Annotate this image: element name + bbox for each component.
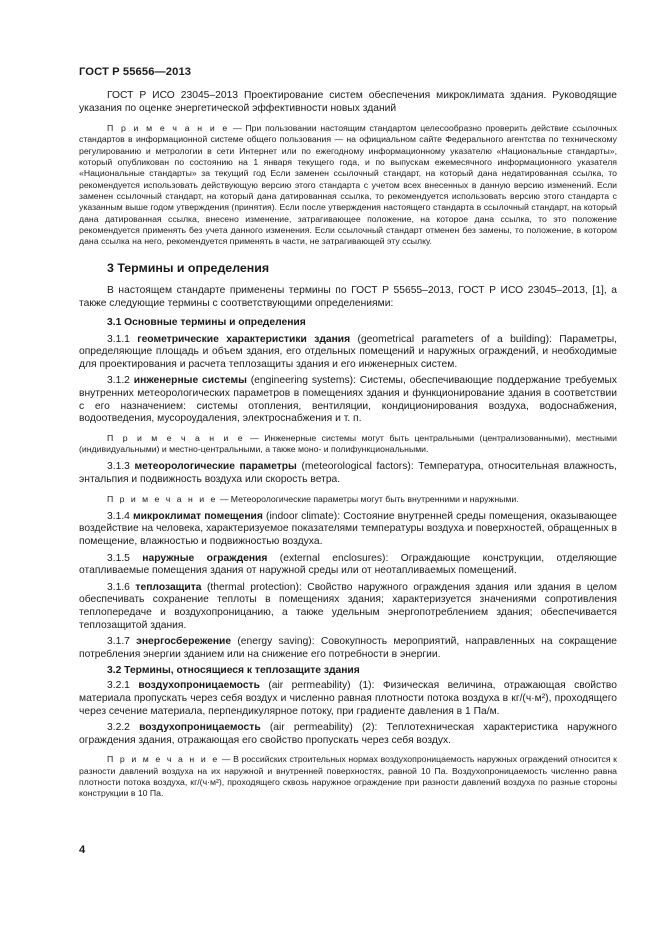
term-number: 3.1.4: [107, 510, 134, 522]
subsection-title: 3.2 Термины, относящиеся к теплозащите здания: [107, 665, 360, 677]
term-definition: (engineering systems): Системы, обеспечивающие поддержание требуемых внутренних метеорологических параметров в помещениях здания и функционирование здания в соответствии с его назначением: системы отопления, вентиляции, кондиционирования воздуха, водоснабжения, водоотведения, мусороудаления, электроснабжения и т. п.: [79, 375, 617, 425]
term-3-1-4: [79, 511, 617, 549]
section-intro: В настоящем стандарте применены термины по ГОСТ Р 55655–2013, ГОСТ Р ИСО 23045–2013, [1], а также следующие термины с соответствующими определениями:: [79, 285, 617, 310]
term-3-2-1: [79, 680, 617, 718]
term-definition: (indoor climate): Состояние внутренней среды помещения, оказывающее воздействие на человека, характеризуемое показателями температуры воздуха и поверхностей, обращенных в помещение, влажностью и подвижностью воздуха.: [79, 510, 617, 548]
note-text: — При пользовании настоящим стандартом целесообразно проверить действие ссылочных стандартов в информационной системе общего пользования — на официальном сайте Федерального агентства по техническому регулированию и метрологии в сети Интернет или по ежегодному информационному указателю «Национальные стандарты», который опубликован по состоянию на 1 января текущего года, и по выпускам ежемесячного информационного указателя «Национальные стандарты» за текущий год Если заменен ссылочный стандарт, на который дана недатированная ссылка, то рекомендуется использовать действующую версию этого стандарта с учетом всех внесенных в данную версию изменений. Если заменен ссылочный стандарт, на который дана датированная ссылка, то рекомендуется использовать версию этого стандарта с указанным выше годом утверждения (принятия). Если после утверждения настоящего стандарта в ссылочный стандарт, на который дана датированная ссылка, внесено изменение, затрагивающее положение, на которое дана ссылка, то это положение рекомендуется применять без учета данного изменения. Если ссылочный стандарт отменен без замены, то положение, в котором дана ссылка на него, рекомендуется применять в части, не затрагивающей эту ссылку.: [79, 123, 617, 247]
term-number: 3.1.3: [107, 461, 135, 473]
term-3-1-6: [79, 582, 617, 632]
term-number: 3.1.6: [107, 581, 136, 593]
term-number: 3.2.2: [107, 722, 140, 734]
term-name: энергосбережение: [136, 636, 232, 648]
term-name: метеорологические параметры: [134, 461, 297, 473]
note-meteorological: [79, 494, 617, 505]
term-definition: (thermal protection): Свойство наружного ограждения здания или здания в целом обеспечивать сохранение теплоты в помещениях здания; характеризуется значениями сопротивления теплопередаче и воздухопроницанию, а также удельным энергопотреблением здания; обеспечивается теплозащитой здания.: [79, 581, 617, 631]
note-text: — В российских строительных нормах воздухопроницаемость наружных ограждений относится к разности давлений воздуха на их наружной и внутренней поверхностях, равной 10 Па. Воздухопроницаемость численно равна плотности потока воздуха, кг/(ч·м²), проходящего сквозь наружное ограждение при разности давлений воздуха по разные стороны конструкции в 10 Па.: [79, 754, 617, 799]
term-3-1-5: [79, 553, 617, 578]
note-air-permeability: [79, 754, 617, 799]
note-references: [79, 123, 617, 247]
term-3-1-3: [79, 461, 617, 486]
term-name: наружные ограждения: [142, 552, 268, 564]
term-3-1-7: [79, 636, 617, 661]
term-name: теплозащита: [135, 581, 202, 593]
term-name: воздухопроницаемость: [139, 722, 261, 734]
term-3-1-1: [79, 334, 617, 372]
running-header: ГОСТ Р 55656—2013: [79, 66, 192, 78]
term-name: геометрические характеристики здания: [137, 333, 351, 345]
term-3-2-2: [79, 722, 617, 747]
note-text: — Метеорологические параметры могут быть внутренними и наружными.: [217, 493, 519, 504]
note-label: П р и м е ч а н и е: [107, 493, 218, 504]
term-definition: (external enclosures): Ограждающие конструкции, отделяющие отапливаемые помещения здания от наружной среды или от неотапливаемых помещений.: [79, 552, 617, 577]
term-definition: (air permeability) (2): Теплотехническая характеристика наружного ограждения здания, отражающая его свойство пропускать через себя воздух.: [79, 722, 617, 746]
section-title: 3 Термины и определения: [107, 261, 270, 276]
note-label: П р и м е ч а н и е: [107, 432, 245, 443]
term-name: микроклимат помещения: [133, 510, 263, 522]
term-definition: (air permeability) (1): Физическая величина, отражающая свойство материала пропускать через себя воздух и численно равная плотности потока воздуха в кг/(ч·м²), проходящего через сечение материала, перпендикулярное потоку, при градиенте давления в 1 Па/м.: [79, 680, 618, 717]
note-text: — Инженерные системы могут быть центральными (централизованными), местными (индивидуальными) и местно-центральными, а также моно- и полифункциональными.: [79, 432, 617, 455]
term-definition: (meteorological factors): Температура, относительная влажность, энтальпия и подвижность воздуха или скорость ветра.: [79, 461, 617, 485]
term-number: 3.1.5: [107, 552, 143, 564]
subsection-title: 3.1 Основные термины и определения: [107, 316, 306, 328]
note-engineering-systems: [79, 433, 617, 456]
page-content: [79, 90, 617, 806]
term-name: воздухопроницаемость: [138, 680, 260, 692]
page-number: 4: [79, 844, 86, 856]
term-definition: (energy saving): Совокупность мероприятий, направленных на сокращение потребления энергии зданием или на снижение его потребности в энергии.: [79, 636, 617, 660]
term-number: 3.1.1: [107, 333, 138, 345]
reference-paragraph: ГОСТ Р ИСО 23045–2013 Проектирование систем обеспечения микроклимата здания. Руководящие указания по оценке энергетической эффективности новых зданий: [79, 90, 617, 114]
term-number: 3.1.2: [107, 375, 134, 387]
note-label: П р и м е ч а н и е: [107, 123, 230, 134]
term-name: инженерные системы: [133, 375, 247, 387]
term-number: 3.1.7: [107, 636, 137, 648]
term-number: 3.2.1: [107, 680, 139, 692]
note-label: П р и м е ч а н и е: [107, 754, 220, 765]
term-definition: (geometrical parameters of a building): Параметры, определяющие площадь и объем здания, его отдельных помещений и наружных ограждений, и необходимые для проектирования и расчета теплозащиты здания и его инженерных систем.: [79, 333, 617, 370]
term-3-1-2: [79, 375, 617, 425]
